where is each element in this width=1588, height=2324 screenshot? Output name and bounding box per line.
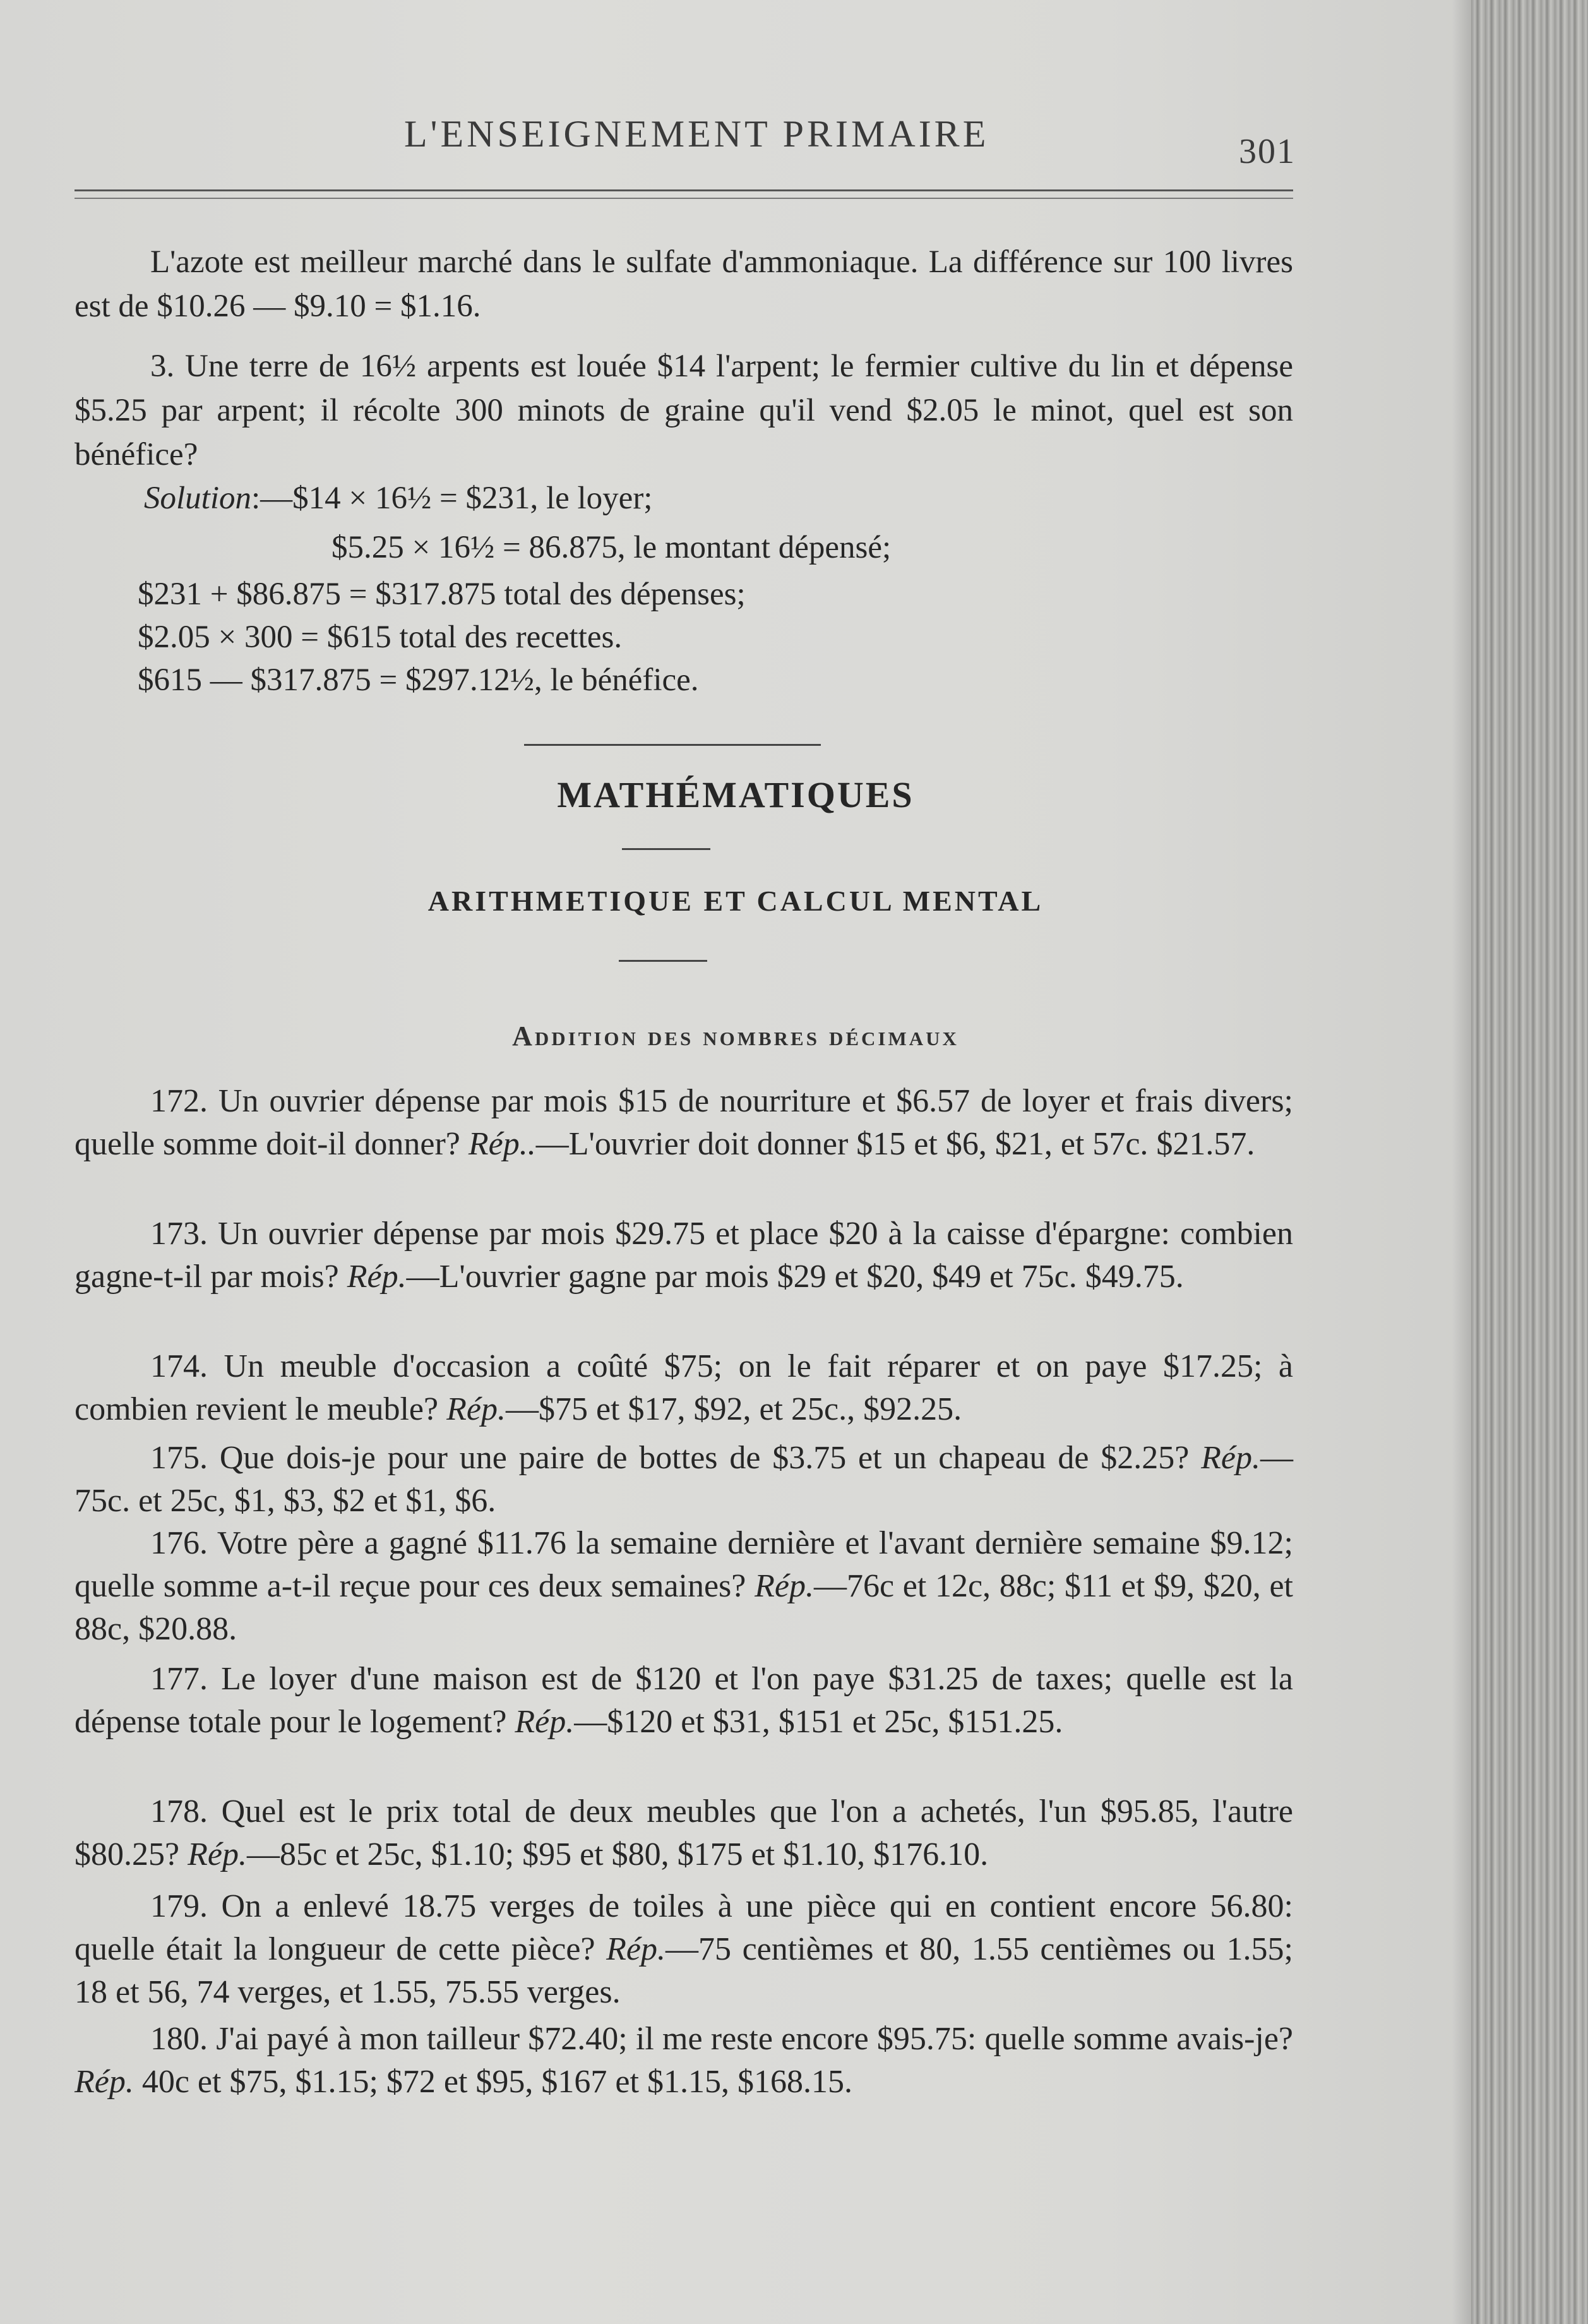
problem-180-answer: 40c et $75, $1.15; $72 et $95, $167 et $1.15, $168.15. — [133, 2064, 852, 2100]
problem-178-answer: —85c et 25c, $1.10; $95 et $80, $175 et $1.10, $176.10. — [246, 1836, 989, 1872]
problem-177 — [75, 1658, 1293, 1744]
problem-176-question: 176. Votre père a gagné $11.76 la semaine dernière et l'avant dernière semaine $9.12; quelle somme a-t-il reçue pour ces deux semaines? — [75, 1525, 1293, 1604]
problem-173-question: 173. Un ouvrier dépense par mois $29.75 et place $20 à la caisse d'épargne: combien gagne-t-il par mois? — [75, 1216, 1293, 1295]
section-title: MATHÉMATIQUES — [557, 774, 914, 815]
intro-paragraph-2 — [75, 344, 1293, 477]
subheading: Addition des nombres décimaux — [512, 1021, 959, 1051]
solution-label: Solution — [144, 481, 252, 516]
problem-180 — [75, 2018, 1293, 2104]
problem-178-question: 178. Quel est le prix total de deux meubles que l'on a achetés, l'un $95.85, l'autre $80.25? — [75, 1794, 1293, 1872]
solution-line-2 — [331, 529, 891, 566]
problem-175-question: 175. Que dois-je pour une paire de bottes de $3.75 et un chapeau de $2.25? — [150, 1440, 1202, 1476]
solution-line-3 — [138, 576, 746, 613]
problem-172-answer: —L'ouvrier doit donner $15 et $6, $21, et 57c. $21.57. — [535, 1126, 1255, 1162]
solution-line-5-text: $615 — $317.875 = $297.12½, le bénéfice. — [138, 662, 699, 698]
problem-173-rep: Rép. — [347, 1259, 407, 1295]
solution-line-1-text: :—$14 × 16½ = $231, le loyer; — [251, 481, 653, 516]
book-spine-edge — [1471, 0, 1588, 2324]
problem-177-rep: Rép. — [515, 1704, 575, 1740]
solution-line-5 — [138, 662, 699, 698]
problem-178-rep: Rép. — [188, 1836, 247, 1872]
problem-176-rep: Rép. — [755, 1568, 814, 1604]
problem-179-question: 179. On a enlevé 18.75 verges de toiles à une pièce qui en contient encore 56.80: quelle était la longueur de cette pièce? — [75, 1888, 1293, 1967]
problem-177-question: 177. Le loyer d'une maison est de $120 et l'on paye $31.25 de taxes; quelle est la dépense totale pour le logement? — [75, 1661, 1293, 1740]
problem-177-answer: —$120 et $31, $151 et 25c, $151.25. — [574, 1704, 1063, 1740]
intro-paragraph-2-text: 3. Une terre de 16½ arpents est louée $14 l'arpent; le fermier cultive du lin et dépense $5.25 par arpent; il récolte 300 minots de graine qu'il vend $2.05 le minot, quel est son bénéfice? — [75, 349, 1293, 472]
problem-180-rep: Rép. — [75, 2064, 134, 2100]
page-number: 301 — [1239, 132, 1296, 171]
section-divider-top — [524, 744, 821, 746]
problem-176 — [75, 1522, 1293, 1651]
problem-176-answer: —76c et 12c, 88c; $11 et $9, $20, et 88c, $20.88. — [75, 1568, 1294, 1647]
solution-line-2-text: $5.25 × 16½ = 86.875, le montant dépensé; — [331, 530, 892, 565]
problem-179 — [75, 1885, 1293, 2014]
running-header: L'ENSEIGNEMENT PRIMAIRE — [404, 113, 989, 155]
problem-173 — [75, 1213, 1293, 1298]
problem-174-answer: —$75 et $17, $92, et 25c., $92.25. — [505, 1391, 962, 1427]
solution-line-3-text: $231 + $86.875 = $317.875 total des dépenses; — [138, 577, 746, 612]
problem-174-question: 174. Un meuble d'occasion a coûté $75; on le fait réparer et on paye $17.25; à combien revient le meuble? — [75, 1348, 1293, 1427]
problem-172-rep: Rép.. — [468, 1126, 536, 1162]
intro-paragraph-1-text: L'azote est meilleur marché dans le sulfate d'ammoniaque. La différence sur 100 livres est de $10.26 — $9.10 = $1.16. — [75, 244, 1293, 324]
problem-175-rep: Rép. — [1201, 1440, 1260, 1476]
problem-178 — [75, 1790, 1293, 1876]
section-divider-bottom — [619, 960, 707, 962]
problem-179-rep: Rép. — [606, 1931, 666, 1967]
problem-174 — [75, 1345, 1293, 1431]
problem-172-question: 172. Un ouvrier dépense par mois $15 de nourriture et $6.57 de loyer et frais divers; quelle somme doit-il donner? — [75, 1083, 1293, 1162]
problem-173-answer: —L'ouvrier gagne par mois $29 et $20, $49 et 75c. $49.75. — [406, 1259, 1184, 1295]
problem-179-answer: —75 centièmes et 80, 1.55 centièmes ou 1.55; 18 et 56, 74 verges, et 1.55, 75.55 verges. — [75, 1931, 1293, 2010]
section-divider-middle — [622, 848, 710, 850]
problem-174-rep: Rép. — [446, 1391, 506, 1427]
solution-line-4 — [138, 619, 622, 656]
problem-175 — [75, 1437, 1293, 1523]
problem-180-question: 180. J'ai payé à mon tailleur $72.40; il me reste encore $95.75: quelle somme avais-je? — [150, 2021, 1293, 2057]
solution-line-1 — [144, 480, 652, 517]
intro-paragraph-1 — [75, 240, 1293, 328]
solution-line-4-text: $2.05 × 300 = $615 total des recettes. — [138, 620, 623, 655]
subsection-title: ARITHMETIQUE ET CALCUL MENTAL — [427, 885, 1044, 917]
problem-172 — [75, 1080, 1293, 1166]
problem-175-answer: —75c. et 25c, $1, $3, $2 et $1, $6. — [75, 1440, 1293, 1519]
header-rule — [75, 189, 1293, 199]
